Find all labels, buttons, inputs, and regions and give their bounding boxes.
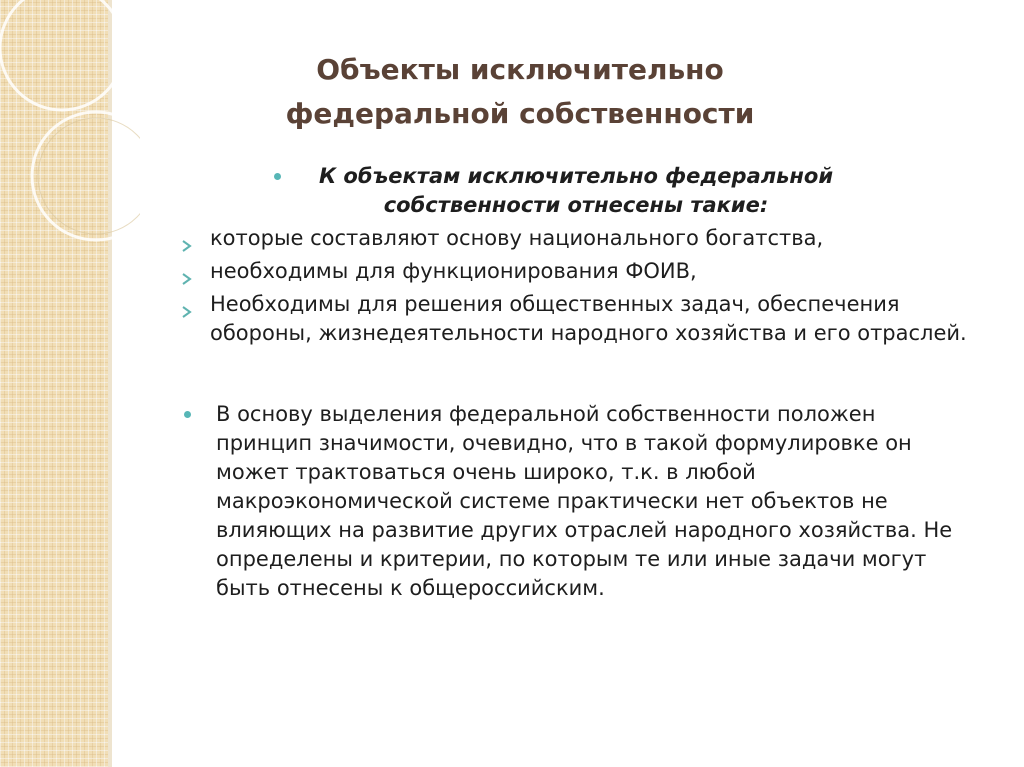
- bullet-dot-icon: [268, 162, 281, 180]
- ring-middle: [32, 112, 140, 240]
- arrow-item-text: необходимы для функционирования ФОИВ,: [210, 259, 697, 283]
- ring-top: [0, 0, 124, 110]
- page-title: Объекты исключительно федеральной собственности: [285, 53, 755, 130]
- intro-bullet: [268, 162, 846, 220]
- arrow-item-text: Необходимы для решения общественных задач, обеспечения обороны, жизнедеятельности народного хозяйства и его отраслей.: [210, 292, 967, 345]
- ring-inner-shadow: [38, 118, 140, 234]
- arrow-item-text: которые составляют основу национального богатства,: [210, 226, 824, 250]
- paragraph-bullet: [178, 400, 978, 603]
- slide-content: [178, 162, 978, 603]
- intro-text: К объектам исключительно федеральной собственности отнесены такие:: [318, 164, 834, 217]
- arrow-list-item: [178, 257, 978, 286]
- decorative-rings: [0, 0, 140, 320]
- arrow-list-item: [178, 224, 978, 253]
- arrow-bullet-icon: [180, 298, 194, 327]
- arrow-list-item: [178, 290, 978, 348]
- paragraph-text: В основу выделения федеральной собственности положен принцип значимости, очевидно, что в такой формулировке он может трактоваться очень широко, т.к. в любой макроэкономической системе практически нет объектов не влияющих на развитие других отраслей народного хозяйства. Не определены и критерии, по которым те или иные задачи могут быть отнесены к общероссийским.: [216, 402, 953, 600]
- bullet-dot-icon: [178, 400, 191, 418]
